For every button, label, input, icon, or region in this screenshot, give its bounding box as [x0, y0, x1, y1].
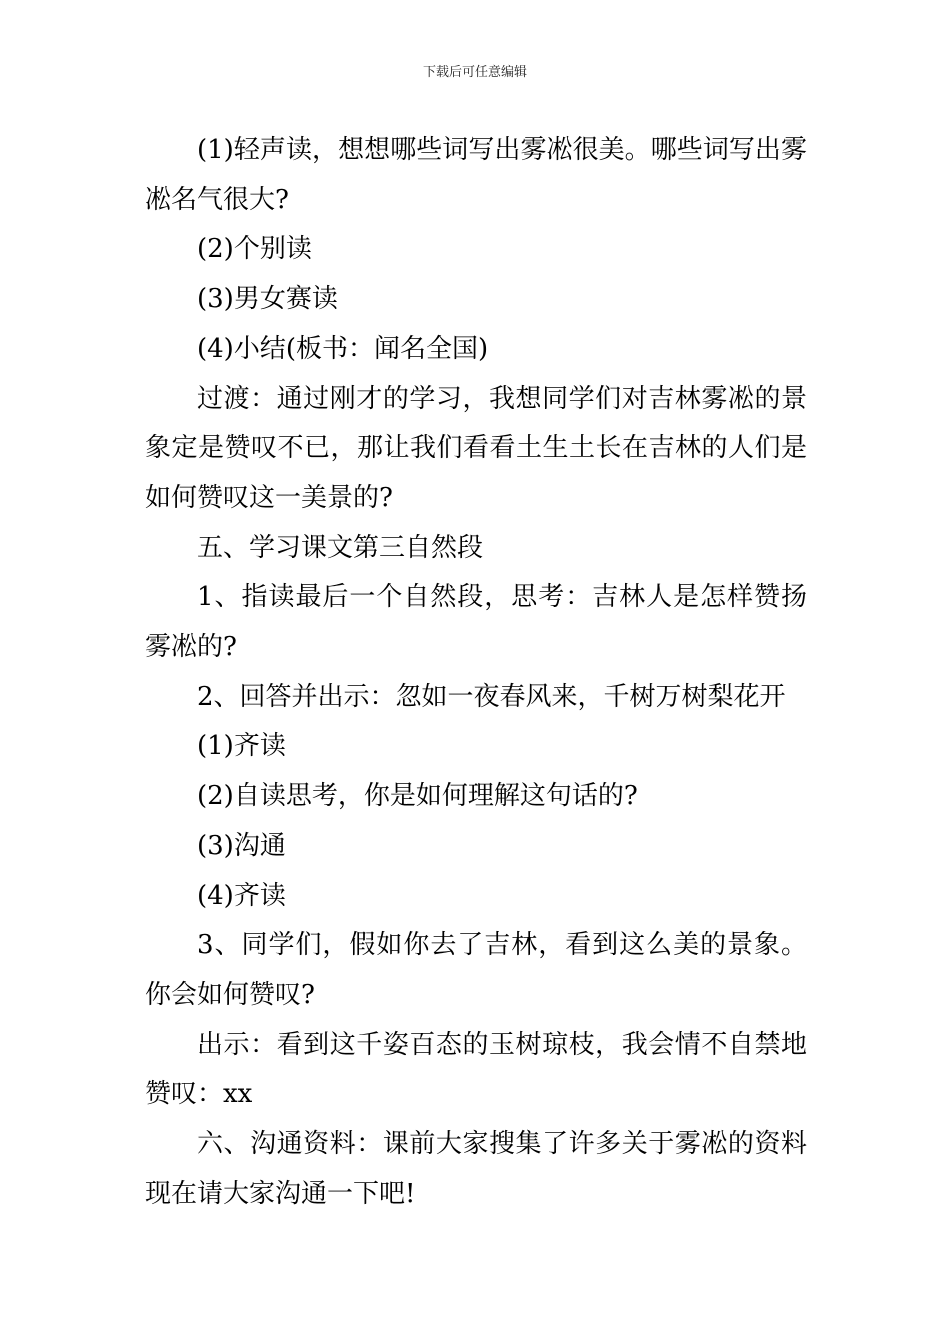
paragraph-reading-1: (1)轻声读，想想哪些词写出雾凇很美。哪些词写出雾凇名气很大? — [145, 135, 807, 215]
paragraph-transition: 过渡：通过刚才的学习，我想同学们对吉林雾凇的景象定是赞叹不已，那让我们看看土生土长在吉林的人们是如何赞叹这一美景的? — [145, 383, 807, 513]
paragraph-step-3: 3、同学们，假如你去了吉林，看到这么美的景象。你会如何赞叹? — [145, 930, 807, 1010]
paragraph-sub-4: (4)齐读 — [197, 880, 286, 911]
paragraph-sub-2: (2)自读思考，你是如何理解这句话的? — [197, 781, 638, 812]
document-body — [145, 126, 807, 1219]
paragraph-step-1: 1、指读最后一个自然段，思考：吉林人是怎样赞扬雾凇的? — [145, 582, 807, 663]
section-heading-5: 五、学习课文第三自然段 — [197, 532, 484, 563]
paragraph-sub-3: (3)沟通 — [197, 830, 286, 861]
page-header: 下载后可任意编辑 — [422, 65, 527, 80]
paragraph-reading-2: (2)个别读 — [197, 234, 312, 265]
section-heading-6: 六、沟通资料：课前大家搜集了许多关于雾凇的资料现在请大家沟通一下吧! — [145, 1129, 807, 1209]
paragraph-summary: (4)小结(板书：闻名全国) — [197, 333, 489, 364]
paragraph-sub-1: (1)齐读 — [197, 731, 286, 762]
paragraph-display: 出示：看到这千姿百态的玉树琼枝，我会情不自禁地赞叹：xx — [145, 1029, 807, 1110]
paragraph-reading-3: (3)男女赛读 — [197, 284, 338, 315]
paragraph-step-2: 2、回答并出示：忽如一夜春风来，千树万树梨花开 — [197, 681, 786, 712]
